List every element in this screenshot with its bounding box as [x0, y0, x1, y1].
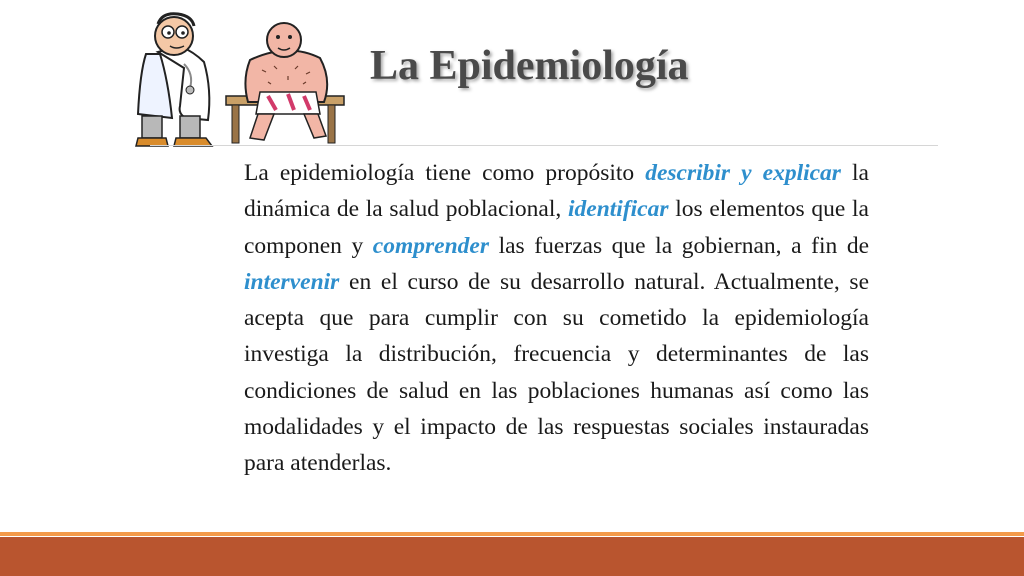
keyword-comprender: comprender: [372, 232, 489, 259]
body-text-1: La epidemiología tiene como propósito: [244, 160, 646, 186]
body-text-5: en el curso de su desarrollo natural. Actualmente, se acepta que para cumplir con su cometido la epidemiología investiga la distribución, frecuencia y determinantes de las condiciones de salud en las poblaciones humanas así como las modalidades y el impacto de las respuestas sociales instauradas para atenderlas.: [244, 268, 869, 477]
divider: [150, 145, 938, 146]
body-text-2: la dinámica de la salud poblacional,: [244, 160, 869, 223]
keyword-identificar: identificar: [567, 196, 669, 223]
cartoon-doctor-icon: [136, 14, 212, 146]
footer-bar: [0, 537, 1024, 576]
page-title: La Epidemiología: [370, 43, 689, 89]
body-paragraph: [244, 155, 869, 482]
cartoon-patient-icon: [226, 23, 344, 143]
footer-accent-bar: [0, 532, 1024, 536]
body-text-4: las fuerzas que la gobiernan, a fin de: [488, 232, 869, 259]
body-text-3: los elementos que la componen y: [244, 196, 869, 259]
keyword-describir-explicar: describir y explicar: [645, 160, 841, 186]
illustration: [128, 10, 350, 150]
keyword-intervenir: intervenir: [244, 268, 340, 295]
